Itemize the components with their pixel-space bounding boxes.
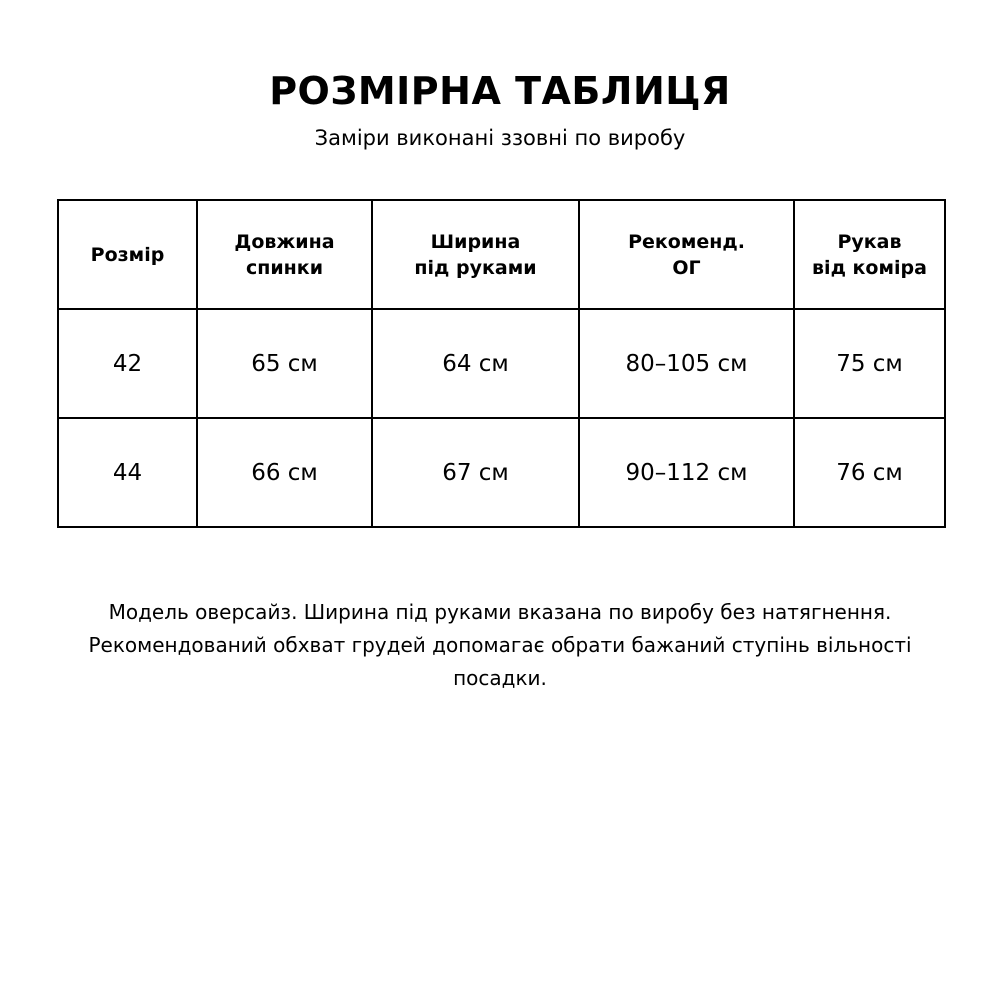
fit-note	[40, 596, 960, 695]
cell-back-length: 66 см	[197, 418, 372, 527]
header-sleeve-length	[794, 200, 945, 309]
header-recommended-chest-line1: Рекоменд.	[628, 230, 745, 253]
page-subtitle: Заміри виконані ззовні по виробу	[314, 126, 686, 150]
table-header-row	[58, 200, 945, 309]
header-back-length-line2: спинки	[245, 256, 324, 279]
header-underarm-width	[372, 200, 579, 309]
size-table	[57, 199, 946, 528]
cell-recommended-chest: 90–112 см	[579, 418, 794, 527]
cell-back-length: 65 см	[197, 309, 372, 418]
header-back-length-line1: Довжина	[234, 230, 335, 253]
header-underarm-width-line2: під руками	[414, 256, 537, 279]
cell-size: 44	[58, 418, 197, 527]
header-size	[58, 200, 197, 309]
cell-recommended-chest: 80–105 см	[579, 309, 794, 418]
header-sleeve-length-line1: Рукав	[837, 230, 902, 253]
fit-note-line2: Рекомендований обхват грудей допомагає обрати бажаний ступінь вільності	[88, 633, 912, 657]
header-back-length	[197, 200, 372, 309]
header-size-line1: Розмір	[90, 243, 165, 266]
header-recommended-chest-line2: ОГ	[672, 256, 701, 279]
fit-note-line3: посадки.	[453, 666, 547, 690]
cell-size: 42	[58, 309, 197, 418]
header-sleeve-length-line2: від коміра	[812, 256, 927, 279]
cell-sleeve-length: 76 см	[794, 418, 945, 527]
page-title: РОЗМІРНА ТАБЛИЦЯ	[269, 69, 731, 113]
cell-underarm-width: 67 см	[372, 418, 579, 527]
table-row	[58, 418, 945, 527]
fit-note-line1: Модель оверсайз. Ширина під руками вказана по виробу без натягнення.	[108, 600, 892, 624]
table-row	[58, 309, 945, 418]
cell-underarm-width: 64 см	[372, 309, 579, 418]
header-underarm-width-line1: Ширина	[430, 230, 521, 253]
header-recommended-chest	[579, 200, 794, 309]
cell-sleeve-length: 75 см	[794, 309, 945, 418]
